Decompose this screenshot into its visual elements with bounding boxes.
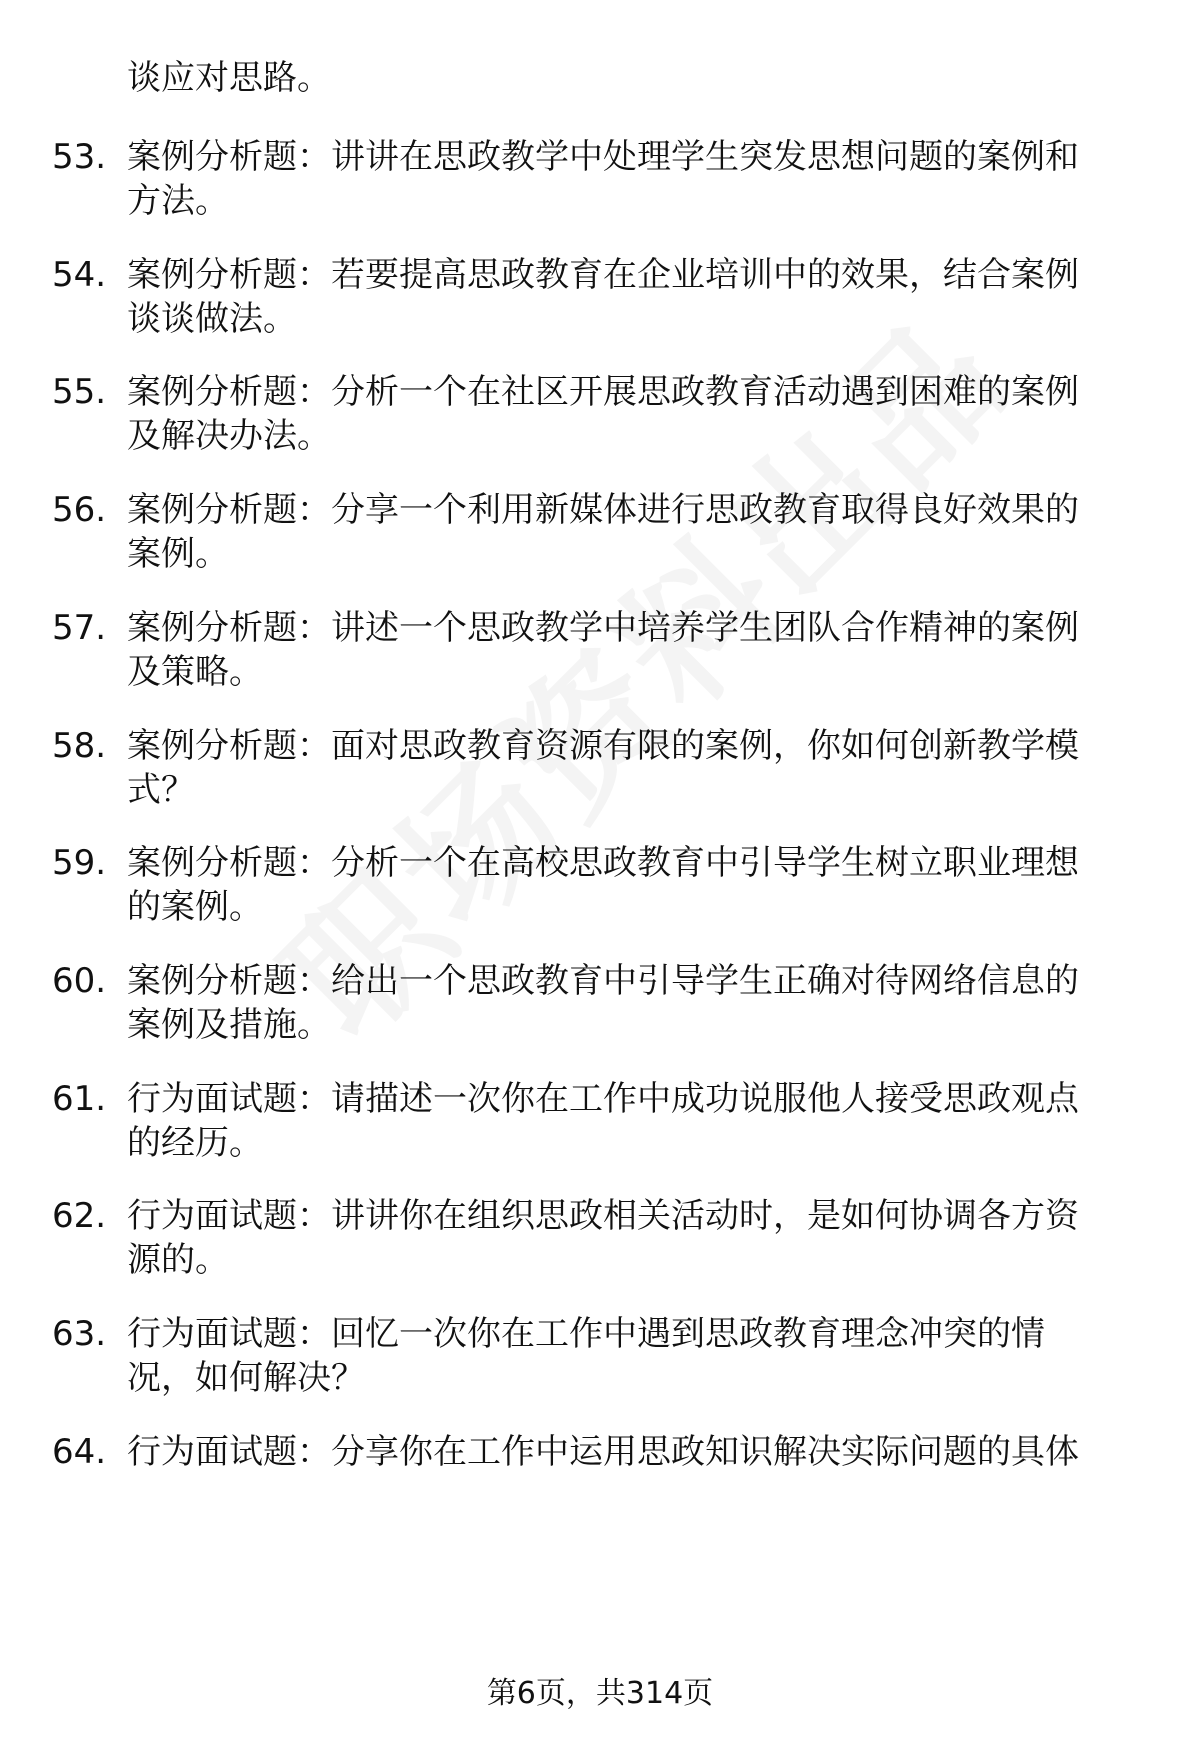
question-text-line1: 案例分析题：分析一个在社区开展思政教育活动遇到困难的案例 — [127, 372, 1079, 413]
question-text-line1: 行为面试题：回忆一次你在工作中遇到思政教育理念冲突的情 — [127, 1314, 1045, 1354]
question-text-line2: 式？ — [127, 769, 195, 810]
question-number: 55. — [52, 372, 107, 413]
question-text-line1: 案例分析题：讲讲在思政教学中处理学生突发思想问题的案例和 — [127, 137, 1079, 177]
question-text-line1: 案例分析题：给出一个思政教育中引导学生正确对待网络信息的 — [127, 960, 1079, 1001]
question-number: 57. — [52, 607, 107, 648]
question-number: 64. — [52, 1431, 107, 1472]
question-number: 53. — [52, 137, 107, 177]
page-footer: 第6页，共314页 — [486, 1676, 714, 1711]
question-text-line1: 案例分析题：面对思政教育资源有限的案例，你如何创新教学模 — [127, 725, 1079, 766]
question-text-line2: 的经历。 — [127, 1122, 263, 1163]
question-number: 59. — [52, 843, 107, 884]
question-text-line1: 行为面试题：讲讲你在组织思政相关活动时，是如何协调各方资 — [127, 1196, 1079, 1237]
question-text-line2: 案例及措施。 — [127, 1004, 331, 1045]
question-number: 58. — [52, 725, 107, 766]
continued-text: 谈应对思路。 — [127, 58, 331, 98]
question-number: 62. — [52, 1196, 107, 1237]
question-number: 54. — [52, 254, 107, 295]
question-text-line2: 及策略。 — [127, 651, 263, 692]
question-text-line1: 案例分析题：分享一个利用新媒体进行思政教育取得良好效果的 — [127, 490, 1079, 531]
question-text-line2: 谈谈做法。 — [127, 298, 297, 339]
question-text-line2: 案例。 — [127, 534, 229, 575]
question-text-line1: 行为面试题：分享你在工作中运用思政知识解决实际问题的具体 — [127, 1431, 1079, 1472]
question-text-line1: 案例分析题：分析一个在高校思政教育中引导学生树立职业理想 — [127, 843, 1079, 884]
question-number: 63. — [52, 1314, 107, 1354]
question-text-line2: 源的。 — [127, 1240, 229, 1281]
question-text-line2: 的案例。 — [127, 887, 263, 928]
question-text-line1: 行为面试题：请描述一次你在工作中成功说服他人接受思政观点 — [127, 1078, 1079, 1119]
question-number: 56. — [52, 490, 107, 531]
question-number: 60. — [52, 960, 107, 1001]
question-text-line1: 案例分析题：讲述一个思政教学中培养学生团队合作精神的案例 — [127, 607, 1079, 648]
question-number: 61. — [52, 1078, 107, 1119]
question-text-line2: 方法。 — [127, 181, 229, 221]
question-text-line1: 案例分析题：若要提高思政教育在企业培训中的效果，结合案例 — [127, 254, 1079, 295]
question-text-line2: 况，如何解决？ — [127, 1358, 365, 1398]
question-text-line2: 及解决办法。 — [127, 416, 331, 457]
